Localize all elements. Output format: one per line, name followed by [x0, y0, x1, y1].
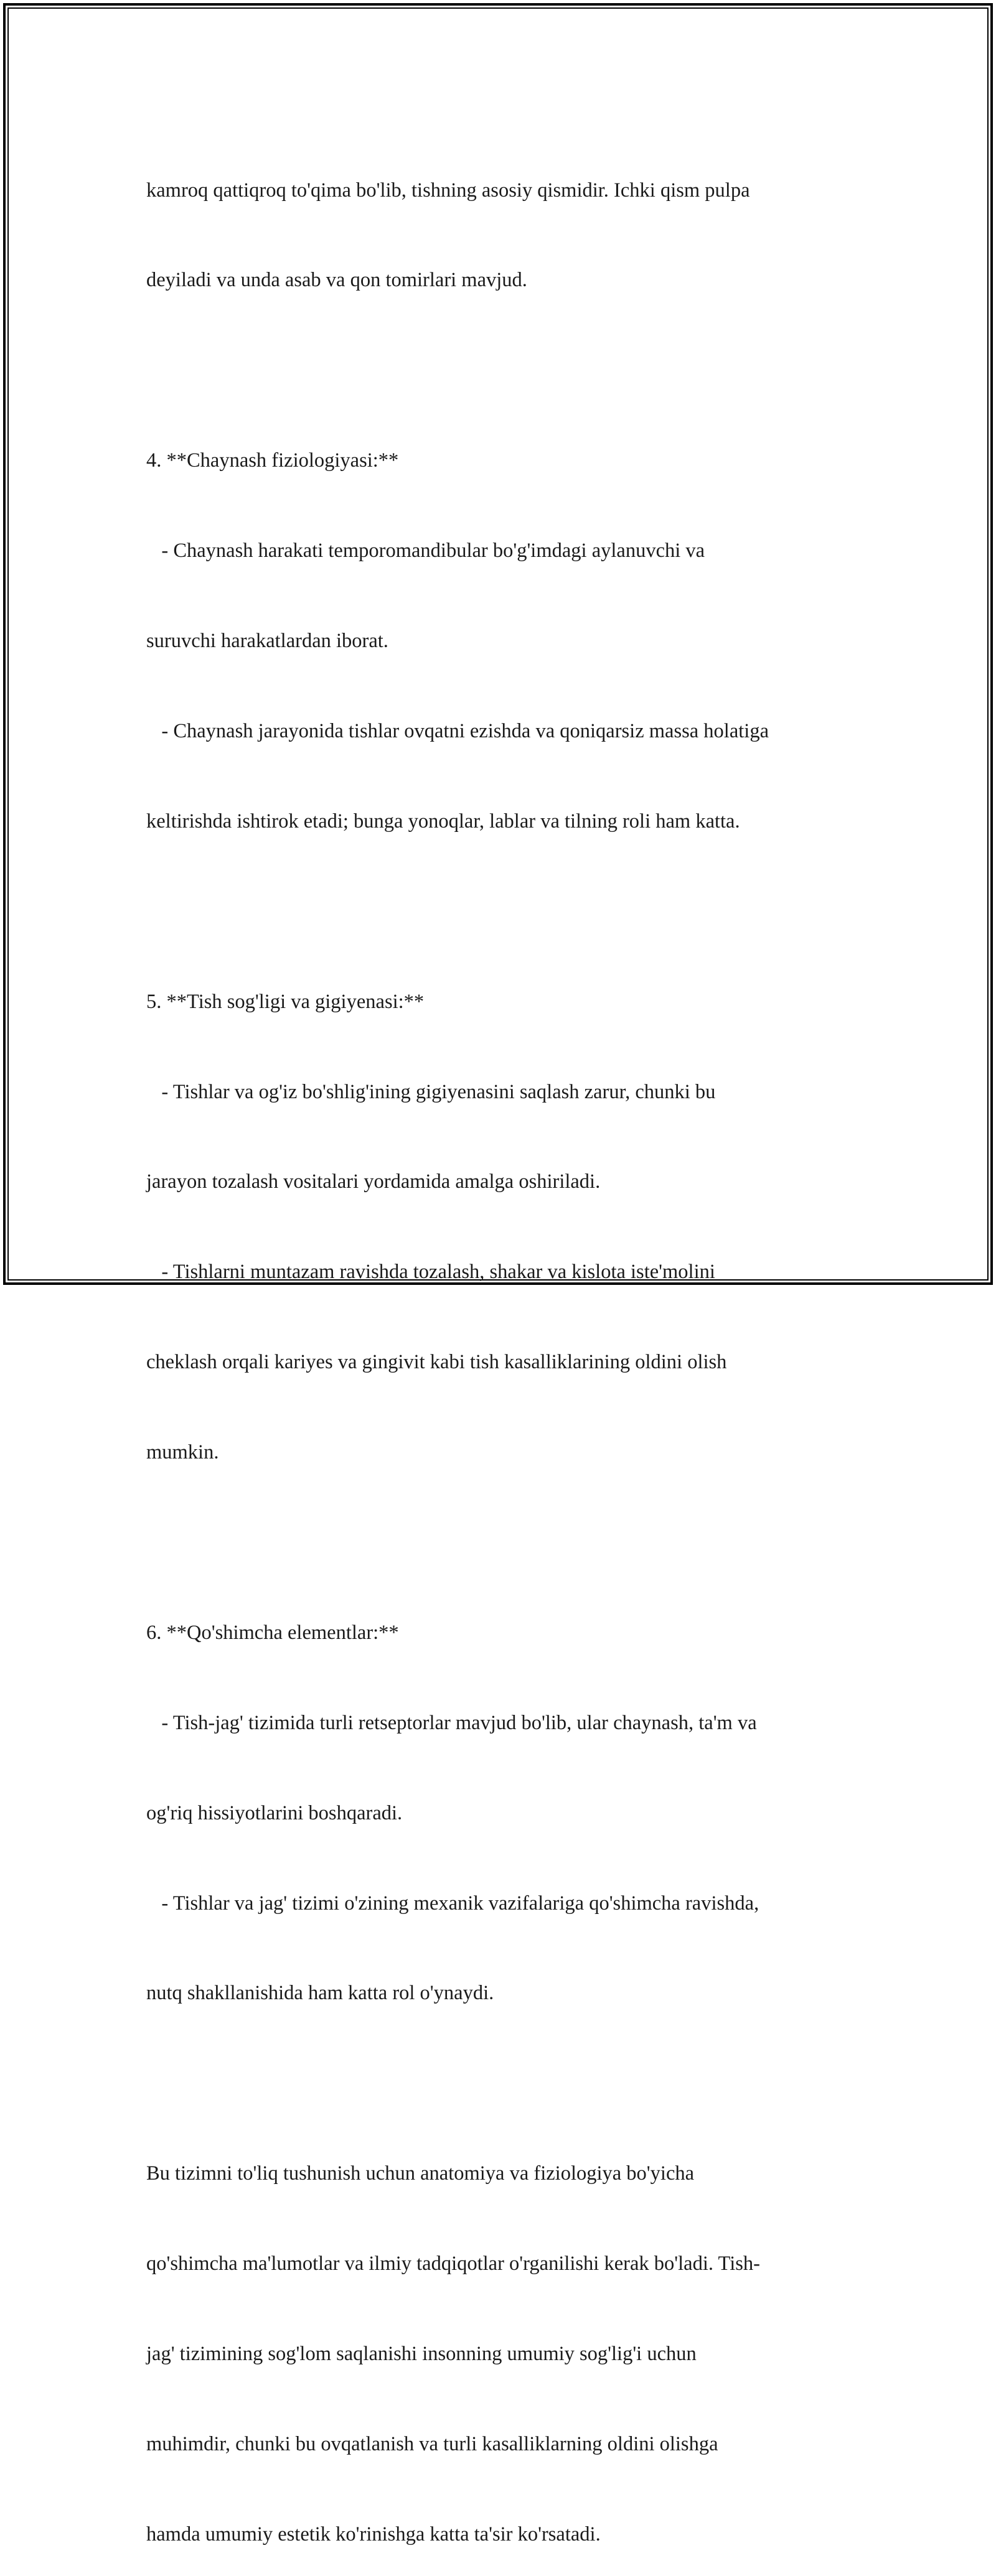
text-line: suruvchi harakatlardan iborat.	[146, 630, 388, 653]
text-line: hamda umumiy estetik ko'rinishga katta ta'sir ko'rsatadi.	[146, 2522, 601, 2546]
text-line: mumkin.	[146, 1441, 219, 1464]
text-line: jarayon tozalash vositalari yordamida amalga oshiriladi.	[146, 1170, 601, 1193]
text-line: muhimdir, chunki bu ovqatlanish va turli kasalliklarning oldini olishga	[146, 2432, 718, 2455]
text-line: cheklash orqali kariyes va gingivit kabi tish kasalliklarining oldini olish	[146, 1351, 727, 1374]
text-line: qo'shimcha ma'lumotlar va ilmiy tadqiqotlar o'rganilishi kerak bo'ladi. Tish-	[146, 2252, 760, 2275]
text-line: - Tishlar va jag' tizimi o'zining mexanik vazifalariga qo'shimcha ravishda,	[146, 1892, 759, 1915]
text-line: nutq shakllanishida ham katta rol o'ynaydi.	[146, 1982, 494, 2005]
blank-line	[146, 1528, 868, 1557]
blank-line	[146, 2068, 868, 2098]
text-line: - Tishlar va og'iz bo'shlig'ining gigiyenasini saqlash zarur, chunki bu	[146, 1080, 716, 1103]
section-heading: 4. **Chaynash fiziologiyasi:**	[146, 449, 399, 472]
section-heading: 5. **Tish sog'ligi va gigiyenasi:**	[146, 990, 425, 1013]
text-line: - Tish-jag' tizimida turli retseptorlar mavjud bo'lib, ular chaynash, ta'm va	[146, 1711, 757, 1734]
text-line: jag' tizimining sog'lom saqlanishi insonning umumiy sog'lig'i uchun	[146, 2342, 697, 2365]
blank-line	[146, 355, 868, 385]
blank-line	[146, 897, 868, 926]
text-line: deyiladi va unda asab va qon tomirlari mavjud.	[146, 269, 527, 292]
text-line: og'riq hissiyotlarini boshqaradi.	[146, 1801, 403, 1824]
text-line: kamroq qattiqroq to'qima bo'lib, tishning asosiy qismidir. Ichki qism pulpa	[146, 179, 750, 202]
text-line: keltirishda ishtirok etadi; bunga yonoqlar, lablar va tilning roli ham katta.	[146, 810, 740, 833]
text-line: - Tishlarni muntazam ravishda tozalash, shakar va kislota iste'molini	[146, 1261, 715, 1284]
text-line: Bu tizimni to'liq tushunish uchun anatomiya va fiziologiya bo'yicha	[146, 2162, 695, 2185]
section-heading: 6. **Qo'shimcha elementlar:**	[146, 1621, 399, 1644]
text-line: - Chaynash jarayonida tishlar ovqatni ezishda va qoniqarsiz massa holatiga	[146, 719, 769, 742]
text-line: - Chaynash harakati temporomandibular bo'g'imdagi aylanuvchi va	[146, 539, 705, 562]
document-body	[146, 115, 868, 2576]
